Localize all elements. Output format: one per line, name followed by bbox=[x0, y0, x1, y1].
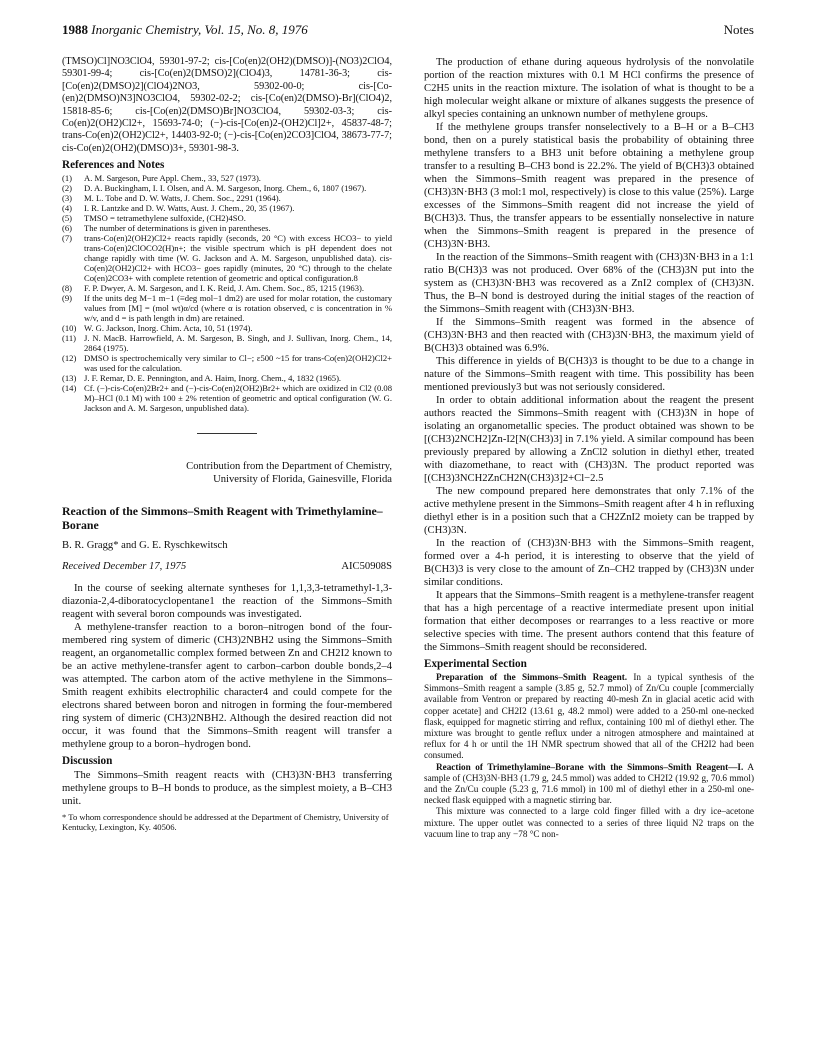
reference-number: (2) bbox=[62, 183, 73, 194]
reference-text: M. L. Tobe and D. W. Watts, J. Chem. Soc., 2291 (1964). bbox=[84, 193, 281, 204]
reference-item bbox=[62, 233, 392, 283]
contribution-line-2: University of Florida, Gainesville, Florida bbox=[213, 474, 392, 486]
experimental-paragraph-2 bbox=[424, 762, 754, 807]
reference-text: TMSO = tetramethylene sulfoxide, (CH2)4SO. bbox=[84, 213, 246, 224]
discussion-paragraph-3: If the methylene groups transfer nonselectively to a B–H or a B–CH3 bond, then on a purely statistical basis the probability of obtaining three methylene transfers to a BH3 unit before obtaining a methylene group transfer to a resulting B–CH3 bond is 22.2%. The yield of B(CH3)3 obtained when the Simmons–Smith reagent was prepared in the presence of (CH3)3N·BH3 (3 mol:1 mol, respectively) is close to this value (25%). Large excesses of the Simmons–Smith reagent did not increase the yield of B(CH3)3. Thus, the transfer appears to be essentially nonselective in nature when the Simmons–Smith reagent is prepared in the presence of (CH3)3N·BH3. bbox=[424, 122, 754, 250]
reference-text: I. R. Lantzke and D. W. Watts, Aust. J. Chem., 20, 35 (1967). bbox=[84, 203, 295, 214]
references-heading: References and Notes bbox=[62, 159, 165, 172]
reference-item bbox=[62, 383, 392, 413]
experimental-paragraph-1 bbox=[424, 672, 754, 762]
article-title: Reaction of the Simmons–Smith Reagent with Trimethylamine–Borane bbox=[62, 504, 383, 533]
reference-number: (1) bbox=[62, 173, 73, 184]
reference-item bbox=[62, 373, 392, 383]
reference-item bbox=[62, 193, 392, 203]
reference-item bbox=[62, 213, 392, 223]
reference-item bbox=[62, 183, 392, 193]
discussion-paragraph-9: In the reaction of (CH3)3N·BH3 with the Simmons–Smith reagent, formed over a 4-h period, it is interesting to observe that the yield of B(CH3)3 is very close to the amount of Zn–CH2 trapped by (CH3)3N under similar conditions. bbox=[424, 538, 754, 588]
reference-text: J. F. Remar, D. E. Pennington, and A. Haim, Inorg. Chem., 4, 1832 (1965). bbox=[84, 373, 342, 384]
reference-text: W. G. Jackson, Inorg. Chim. Acta, 10, 51 (1974). bbox=[84, 323, 253, 334]
experimental-heading: Experimental Section bbox=[424, 658, 527, 670]
introduction bbox=[62, 582, 392, 808]
intro-paragraph-2: A methylene-transfer reaction to a boron–nitrogen bond of the four-membered ring system of dimeric (CH3)2NBH2 using the Simmons–Smith reagent, an organometallic complex formed between Zn and CH2I2 known to be an active methylene-transfer agent to carbon–carbon double bonds,2–4 was attempted. The carbon atom of the active methylene in the Simmons–Smith reagent exhibits electrophilic character4 and could compete for the electrons shared between boron and nitrogen in forming the four-membered ring system of dimeric (CH3)2NBH2. Although the desired reaction did not occur, it was found that the Simmons–Smith reagent will transfer a methylene group to a boron–hydrogen bond. bbox=[62, 622, 392, 751]
reference-number: (5) bbox=[62, 213, 73, 224]
contribution-line-1: Contribution from the Department of Chemistry, bbox=[186, 461, 392, 473]
contribution-affiliation bbox=[62, 460, 392, 486]
reference-number: (3) bbox=[62, 193, 73, 204]
reference-text: F. P. Dwyer, A. M. Sargeson, and I. K. Reid, J. Am. Chem. Soc., 85, 1215 (1963). bbox=[84, 283, 365, 294]
discussion-heading: Discussion bbox=[62, 755, 113, 768]
reference-number: (6) bbox=[62, 223, 73, 234]
journal-volume: Vol. 15, No. 8, 1976 bbox=[204, 22, 308, 37]
page-number: 1988 bbox=[62, 22, 88, 37]
author-footnote: * To whom correspondence should be addressed at the Department of Chemistry, University of Kentucky, Lexington, Ky. 40506. bbox=[62, 812, 389, 833]
section-label: Notes bbox=[723, 22, 754, 37]
experimental-subheading-1: Preparation of the Simmons–Smith Reagent. bbox=[436, 672, 628, 682]
reference-text: DMSO is spectrochemically very similar to Cl−; ε500 ~15 for trans-Co(en)2(OH2)Cl2+ was used for the calculation. bbox=[84, 353, 392, 374]
reference-text: trans-Co(en)2(OH2)Cl2+ reacts rapidly (seconds, 20 °C) with excess HCO3− to yield trans-Co(en)2ClOCO2(H)n+; the visible spectrum which is pH dependent does not change rapidly with time (W. G. Jackson and A. M. Sargeson, unpublished data). cis-Co(en)2(OH2)Cl2+ with HCO3− goes rapidly (minutes, 20 °C) through to the chelate Co(en)2CO3+ with complete retention of geometric and optical configuration.8 bbox=[84, 233, 392, 284]
experimental-body-1: In a typical synthesis of the Simmons–Smith reagent a sample (3.85 g, 52.7 mmol) of Zn/Cu couple [commercially available from Ventron or prepared by reacting 40-mesh Zn in glacial acetic acid with copper acetate] and CH2I2 (13.61 g, 48.2 mmol) were added to a 250-ml one-necked flask, equipped for magnetic stirring and reflux, containing 100 ml of diethyl ether. The mixture was brought to gentle reflux under a nitrogen atmosphere and maintained at reflux for 4 h or until the 1H NMR spectrum showed that all of the CH2I2 had been consumed. bbox=[424, 672, 755, 761]
discussion-paragraph-8: The new compound prepared here demonstrates that only 7.1% of the active methylene present in the Simmons–Smith reagent after 4 h in refluxing diethyl ether is in a position such that a CH2ZnI2 moiety can be trapped by (CH3)3N. bbox=[424, 486, 754, 536]
discussion-paragraph-7: In order to obtain additional information about the reagent the present authors reacted the Simmons–Smith reagent with (CH3)3N in hope of isolating an organometallic species. The product obtained was shown to be [(CH3)2NCH2]Zn-I2[N(CH3)3] in 7.1% yield. A similar compound has been previously prepared by allowing a ZnCl2 solution in diethyl ether, treated with diazomethane, to react with (CH3)3N. The product reported was [(CH3)3NCH2ZnCH2N(CH3)3]2+Cl−2.5 bbox=[424, 395, 754, 484]
experimental-section bbox=[424, 672, 754, 840]
reference-item bbox=[62, 173, 392, 183]
discussion-paragraph-6: This difference in yields of B(CH3)3 is thought to be due to a change in nature of the Simmons–Smith reagent with time. This possibility has been mentioned previously3 but was not seriously considered. bbox=[424, 356, 754, 393]
received-line bbox=[62, 561, 392, 572]
discussion-paragraph-4: In the reaction of the Simmons–Smith reagent with (CH3)3N·BH3 in a 1:1 ratio B(CH3)3 was not produced. Over 68% of the (CH3)3N put into the system as (CH3)3N·BH3 was recovered as a ZnI2 complex of (CH3)3N. Thus, the B–N bond is destroyed during the initial stages of the reaction of the Simmons–Smith reagent with (CH3)3N·BH3. bbox=[424, 252, 754, 315]
discussion-paragraph-10: It appears that the Simmons–Smith reagent is a methylene-transfer reagent that has a high percentage of a reactive intermediate present upon initial formation that either decomposes or rearranges to a less reactive or more selective species with time. The present authors contend that this feature of the Simmons–Smith reagent should be reconsidered. bbox=[424, 590, 754, 653]
page-header bbox=[62, 22, 754, 44]
references-list bbox=[62, 173, 392, 413]
reference-text: If the units deg M−1 m−1 (≡deg mol−1 dm2) are used for molar rotation, the customary values from [M] = (mol wt)α/cd (where α is rotation observed, c is concentration in % w/v, and d = is path length in dm) are retained. bbox=[84, 293, 392, 324]
header-left bbox=[62, 22, 308, 38]
registry-numbers: (TMSO)Cl]NO3ClO4, 59301-97-2; cis-[Co(en)2(OH2)(DMSO)]-(NO3)2ClO4, 59301-99-4; cis-[Co(en)2(DMSO)2](ClO4)3, 14781-36-3; cis-[Co(en)2(DMSO)2](ClO4)2NO3, 59302-00-0; cis-[Co-(en)2(DMSO)N3]NO3ClO4, 59302-02-2; cis-[Co(en)2(DMSO)-Br](ClO4)2, 15818-85-6; cis-[Co(en)2(DMSO)Br]NO3ClO4, 59302-03-3; cis-Co(en)2(OH2)Cl2+, 15693-74-0; (−)-cis-[Co(en)2-(OH2)Cl]2+, 45837-48-7; trans-Co(en)2(OH2)Cl2+, 14403-92-0; (−)-cis-[Co(en)2CO3]ClO4, 38673-77-7; cis-Co(en)2(OH2)(DMSO)3+, 59301-98-3. bbox=[62, 56, 392, 154]
reference-number: (12) bbox=[62, 353, 77, 364]
reference-text: The number of determinations is given in parentheses. bbox=[84, 223, 271, 234]
intro-paragraph-1: In the course of seeking alternate syntheses for 1,1,3,3-tetramethyl-1,3-diazonia-2,4-diboratocyclopentane1 the reaction of the Simmons–Smith reagent with several boron compounds was investigated. bbox=[62, 583, 392, 621]
article-authors: B. R. Gragg* and G. E. Ryschkewitsch bbox=[62, 540, 228, 552]
reference-number: (10) bbox=[62, 323, 77, 334]
reference-item bbox=[62, 203, 392, 213]
reference-number: (9) bbox=[62, 293, 73, 304]
reference-item bbox=[62, 333, 392, 353]
reference-text: A. M. Sargeson, Pure Appl. Chem., 33, 527 (1973). bbox=[84, 173, 261, 184]
reference-text: J. N. MacB. Harrowfield, A. M. Sargeson, B. Singh, and J. Sullivan, Inorg. Chem., 14, 2864 (1975). bbox=[84, 333, 392, 354]
section-divider bbox=[197, 433, 257, 434]
reference-item bbox=[62, 353, 392, 373]
experimental-paragraph-3: This mixture was connected to a large cold finger filled with a dry ice–acetone mixture. The upper outlet was connected to a series of three liquid N2 traps on the vacuum line to trap any −78 °C non- bbox=[424, 806, 754, 839]
left-column bbox=[62, 56, 392, 832]
reference-number: (7) bbox=[62, 233, 73, 244]
discussion-paragraph-5: If the Simmons–Smith reagent was formed in the absence of (CH3)3N·BH3 and then reacted with (CH3)3N·BH3, the maximum yield of B(CH3)3 obtained was 6.9%. bbox=[424, 317, 754, 354]
reference-item bbox=[62, 283, 392, 293]
received-date: Received December 17, 1975 bbox=[62, 561, 187, 573]
reference-text: D. A. Buckingham, I. I. Olsen, and A. M. Sargeson, Inorg. Chem., 6, 1807 (1967). bbox=[84, 183, 367, 194]
discussion-paragraph-1: The Simmons–Smith reagent reacts with (CH3)3N·BH3 transferring methylene groups to B–H bonds to produce, as the simplest moiety, a B–CH3 unit. bbox=[62, 770, 392, 808]
experimental-body-2: A sample of (CH3)3N·BH3 (1.79 g, 24.5 mmol) was added to CH2I2 (19.92 g, 70.6 mmol) and the Zn/Cu couple (5.23 g, 71.6 mmol) in 100 ml of diethyl ether in a 250-ml one-necked flask equipped with a magnetic stirring bar. bbox=[424, 761, 755, 806]
experimental-subheading-2: Reaction of Trimethylamine–Borane with the Simmons–Smith Reagent—I. bbox=[436, 761, 744, 772]
reference-number: (14) bbox=[62, 383, 77, 394]
reference-number: (11) bbox=[62, 333, 76, 344]
reference-text: Cf. (−)-cis-Co(en)2Br2+ and (−)-cis-Co(en)2(OH2)Br2+ which are oxidized in Cl2 (0.08 M)–HCl (0.1 M) with 100 ± 2% retention of geometric and optical configuration (W. G. Jackson and A. M. Sargeson, unpublished data). bbox=[84, 383, 392, 414]
manuscript-code: AIC50908S bbox=[341, 561, 392, 573]
reference-number: (8) bbox=[62, 283, 73, 294]
journal-name: Inorganic Chemistry, bbox=[91, 22, 202, 37]
reference-item bbox=[62, 293, 392, 323]
reference-number: (13) bbox=[62, 373, 77, 384]
reference-number: (4) bbox=[62, 203, 73, 214]
reference-item bbox=[62, 323, 392, 333]
reference-item bbox=[62, 223, 392, 233]
right-column bbox=[424, 56, 754, 840]
discussion-paragraph-2: The production of ethane during aqueous hydrolysis of the nonvolatile portion of the reaction mixtures with 0.1 M HCl confirms the presence of C2H5 units in the reaction mixture. The isolation of what is thought to be a high molecular weight alkane or mixture of alkanes suggests the presence of alkyl species containing an unknown number of methylene groups. bbox=[424, 57, 754, 120]
